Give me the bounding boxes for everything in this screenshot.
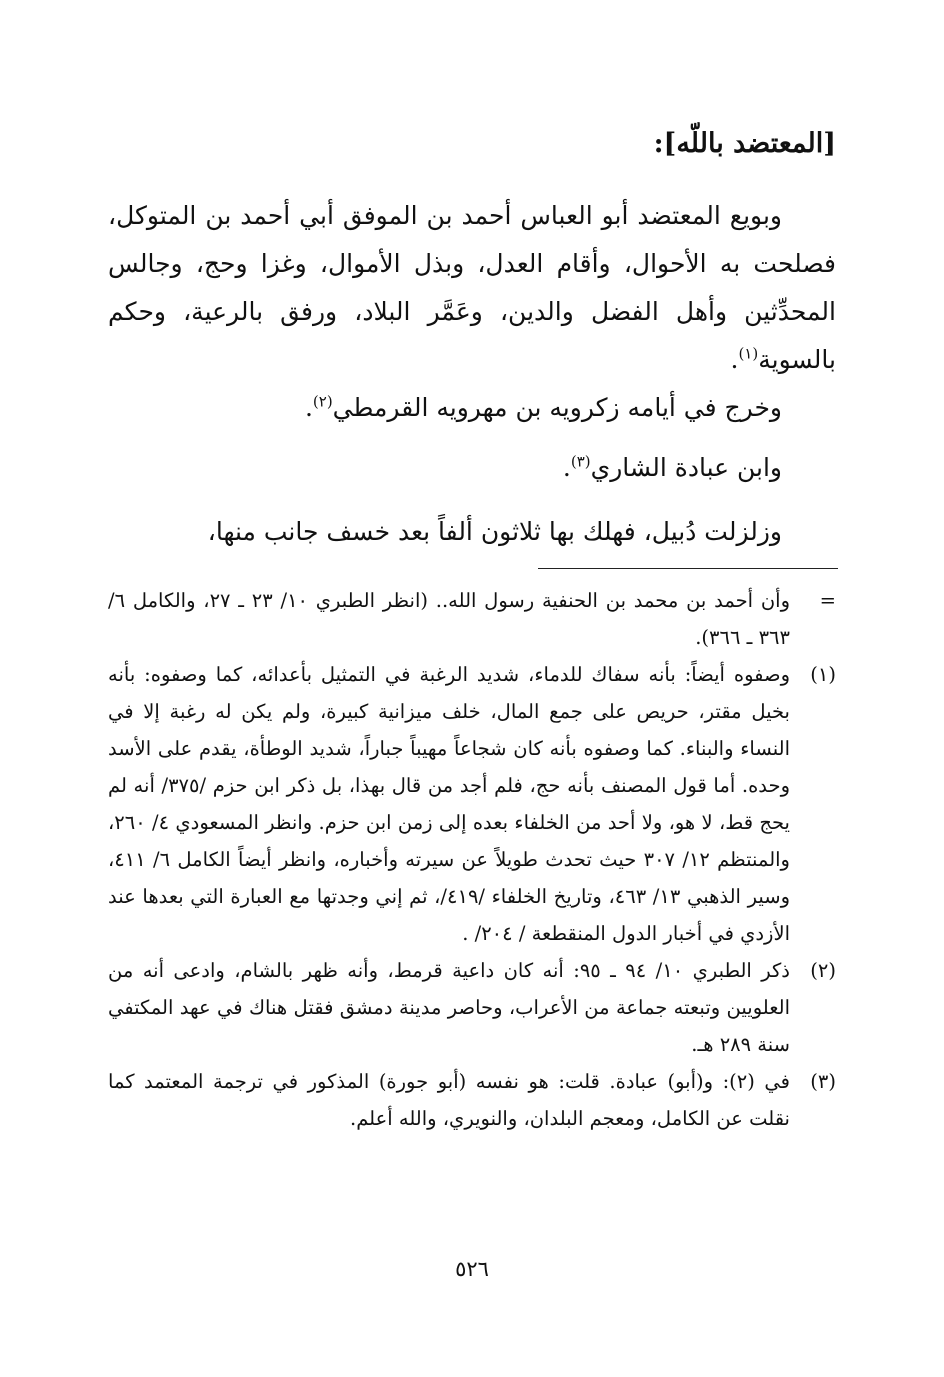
footnote-item: [108, 952, 836, 1063]
paragraph-text: وخرج في أيامه زكرويه بن مهرويه القرمطي: [332, 393, 782, 422]
footnote-text: في (٢): و(أبو) عبادة. قلت: هو نفسه (أبو جورة) المذكور في ترجمة المعتمد كما نقلت عن الكامل، ومعجم البلدان، والنويري، والله أعلم.: [108, 1070, 790, 1130]
section-heading: [المعتضد باللّه]:: [653, 128, 836, 159]
footnote-text: وأن أحمد بن محمد بن الحنفية رسول الله.. (انظر الطبري ١٠/ ٢٣ ـ ٢٧، والكامل ٦/ ٣٦٣ ـ ٣٦٦).: [108, 589, 790, 649]
footnote-text: وصفوه أيضاً: بأنه سفاك للدماء، شديد الرغبة في التمثيل بأعدائه، كما وصفوه: بأنه بخيل مقتر، حريص على جمع المال، خلف ميزانية كبيرة، ولم يكن له رغبة إلا في النساء والبناء. كما وصفوه بأنه كان شجاعاً مهيباً جباراً، شديد الوطأة، يقدم على الأسد وحده. أما قول المصنف بأنه حج، فلم أجد من قال بهذا، بل ذكر ابن حزم /٣٧٥/ أنه لم يحج قط، لا هو، ولا أحد من الخلفاء بعده إلى زمن ابن حزم. وانظر المسعودي ٤/ ٢٦٠، والمنتظم ١٢/ ٣٠٧ حيث تحدث طويلاً عن سيرته وأخباره، وانظر أيضاً الكامل ٦/ ٤١١، وسير الذهبي ١٣/ ٤٦٣، وتاريخ الخلفاء /٤١٩/، ثم إني وجدتها مع العبارة التي بعدها عند الأزدي في أخبار الدول المنقطعة / ٢٠٤/ .: [108, 663, 790, 945]
footnote-marker: =: [819, 589, 836, 612]
main-paragraph: [108, 444, 782, 492]
footnote-item: [108, 582, 836, 656]
footnote-item: [108, 656, 836, 952]
footnotes-section: [108, 582, 836, 1137]
footnote-separator: [538, 568, 838, 569]
paragraph-end: .: [562, 453, 571, 482]
main-paragraph: [108, 384, 782, 432]
footnote-marker: (٣): [810, 1070, 836, 1093]
main-paragraph: [108, 192, 836, 384]
paragraph-text: وابن عبادة الشاري: [590, 453, 782, 482]
paragraph-text: وبويع المعتضد أبو العباس أحمد بن الموفق أبي أحمد بن المتوكل، فصلحت به الأحوال، وأقام العدل، وبذل الأموال، وغزا وحج، وجالس المحدِّثين وأهل الفضل والدين، وعَمَّر البلاد، ورفق بالرعية، وحكم بالسوية: [108, 201, 836, 374]
footnote-text: ذكر الطبري ١٠/ ٩٤ ـ ٩٥: أنه كان داعية قرمط، وأنه ظهر بالشام، وادعى أنه من العلويين وتبعته جماعة من الأعراب، وحاصر مدينة دمشق فقتل هناك في عهد المكتفي سنة ٢٨٩ هـ.: [108, 959, 790, 1056]
footnote-reference[interactable]: (٢): [312, 392, 333, 411]
paragraph-end: .: [304, 393, 313, 422]
footnote-reference[interactable]: (٣): [570, 452, 591, 471]
paragraph-text: وزلزلت دُبيل، فهلك بها ثلاثون ألفاً بعد خسف جانب منها،: [207, 517, 782, 546]
footnote-item: [108, 1063, 836, 1137]
footnote-marker: (١): [810, 663, 836, 686]
main-paragraph: [108, 508, 836, 556]
footnote-marker: (٢): [810, 959, 836, 982]
paragraph-end: .: [730, 345, 739, 374]
page-number: ٥٢٦: [455, 1257, 489, 1281]
footnote-reference[interactable]: (١): [738, 344, 759, 363]
